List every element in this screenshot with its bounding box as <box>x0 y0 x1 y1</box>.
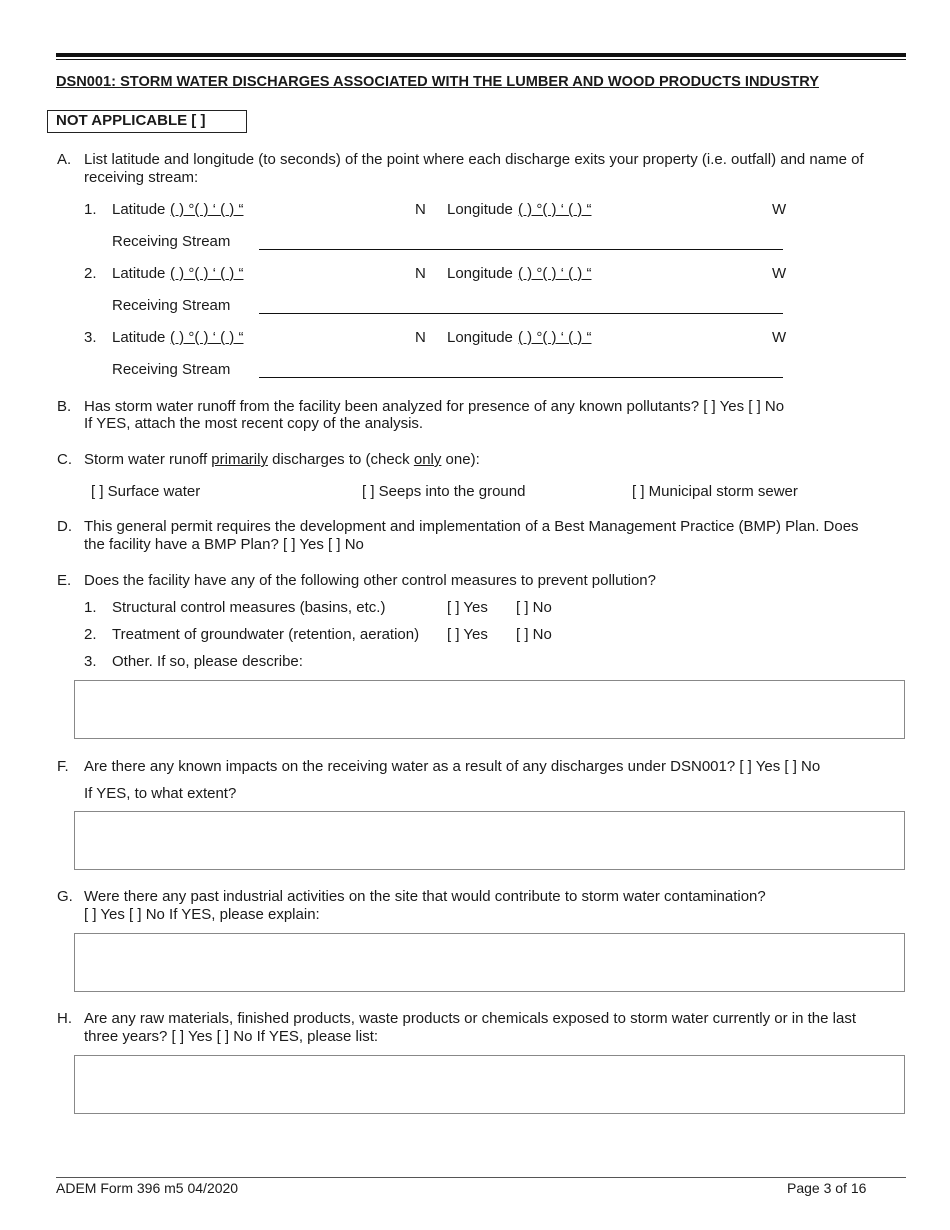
outfall-number: 1. <box>84 201 97 218</box>
item-e1-number: 1. <box>84 599 97 616</box>
item-e2-no[interactable]: [ ] No <box>516 626 552 643</box>
footer-rule <box>56 1177 906 1178</box>
item-e1-yes[interactable]: [ ] Yes <box>447 599 488 616</box>
top-rule <box>56 53 906 57</box>
item-e1-label: Structural control measures (basins, etc.) <box>112 599 386 616</box>
receiving-stream-label: Receiving Stream <box>112 361 231 378</box>
item-e3-label: Other. If so, please describe: <box>112 653 303 670</box>
not-applicable-checkbox[interactable]: NOT APPLICABLE [ ] <box>56 112 206 129</box>
item-d-question[interactable]: the facility have a BMP Plan? [ ] Yes [ ] No <box>84 536 364 553</box>
option-municipal-storm-sewer[interactable]: [ ] Municipal storm sewer <box>632 483 798 500</box>
receiving-stream-label: Receiving Stream <box>112 297 231 314</box>
longitude-label: Longitude <box>447 201 513 218</box>
item-b-question[interactable]: Has storm water runoff from the facility been analyzed for presence of any known pollutants? [ ] Yes [ ] No <box>84 398 785 415</box>
longitude-label: Longitude <box>447 329 513 346</box>
outfall-number: 3. <box>84 329 97 346</box>
item-h-answer[interactable]: three years? [ ] Yes [ ] No If YES, please list: <box>84 1028 379 1045</box>
item-g-explain-box[interactable] <box>74 933 905 992</box>
item-e-text: Does the facility have any of the following other control measures to prevent pollution? <box>84 572 656 589</box>
item-e2-yes[interactable]: [ ] Yes <box>447 626 488 643</box>
item-e-letter: E. <box>57 572 72 589</box>
item-e3-description-box[interactable] <box>74 680 905 739</box>
item-g-letter: G. <box>57 888 73 905</box>
item-a-text: List latitude and longitude (to seconds) of the point where each discharge exits your property (i.e. outfall) and name of receiving stream: <box>84 151 864 186</box>
latitude-field[interactable]: ( ) °( ) ‘ ( ) “ <box>170 329 244 346</box>
longitude-dir: W <box>772 329 787 346</box>
item-c-text <box>84 451 480 468</box>
receiving-stream-field[interactable] <box>259 377 783 378</box>
option-seeps-into-ground[interactable]: [ ] Seeps into the ground <box>362 483 526 500</box>
item-f-letter: F. <box>57 758 69 775</box>
item-f-extent-box[interactable] <box>74 811 905 870</box>
item-b-note: If YES, attach the most recent copy of the analysis. <box>84 415 424 432</box>
latitude-label: Latitude <box>112 201 166 218</box>
item-a-letter: A. <box>57 151 72 168</box>
receiving-stream-field[interactable] <box>259 313 783 314</box>
item-d-text: This general permit requires the development and implementation of a Best Management Practice (BMP) Plan. Does <box>84 518 859 535</box>
item-d-letter: D. <box>57 518 72 535</box>
latitude-label: Latitude <box>112 265 166 282</box>
item-e3-number: 3. <box>84 653 97 670</box>
item-c-letter: C. <box>57 451 72 468</box>
item-f-question[interactable]: Are there any known impacts on the receiving water as a result of any discharges under DSN001? [ ] Yes [ ] No <box>84 758 821 775</box>
receiving-stream-field[interactable] <box>259 249 783 250</box>
latitude-field[interactable]: ( ) °( ) ‘ ( ) “ <box>170 265 244 282</box>
item-c-text-part: Storm water runoff <box>84 451 212 468</box>
item-c-text-part: one): <box>441 451 480 468</box>
item-h-letter: H. <box>57 1010 72 1027</box>
receiving-stream-label: Receiving Stream <box>112 233 231 250</box>
item-g-answer[interactable]: [ ] Yes [ ] No If YES, please explain: <box>84 906 320 923</box>
item-e2-number: 2. <box>84 626 97 643</box>
longitude-field[interactable]: ( ) °( ) ‘ ( ) “ <box>518 201 592 218</box>
item-h-question: Are any raw materials, finished products, waste products or chemicals exposed to storm water currently or in the last <box>84 1010 856 1027</box>
item-e1-no[interactable]: [ ] No <box>516 599 552 616</box>
longitude-label: Longitude <box>447 265 513 282</box>
item-f-followup: If YES, to what extent? <box>84 785 237 802</box>
latitude-dir: N <box>415 201 426 218</box>
footer-form-id: ADEM Form 396 m5 04/2020 <box>56 1180 239 1196</box>
option-surface-water[interactable]: [ ] Surface water <box>91 483 201 500</box>
item-c-emphasis-only: only <box>413 451 442 468</box>
latitude-label: Latitude <box>112 329 166 346</box>
longitude-field[interactable]: ( ) °( ) ‘ ( ) “ <box>518 329 592 346</box>
section-title: DSN001: STORM WATER DISCHARGES ASSOCIATED WITH THE LUMBER AND WOOD PRODUCTS INDUSTRY <box>56 74 819 90</box>
longitude-field[interactable]: ( ) °( ) ‘ ( ) “ <box>518 265 592 282</box>
item-h-list-box[interactable] <box>74 1055 905 1114</box>
outfall-number: 2. <box>84 265 97 282</box>
item-g-question: Were there any past industrial activities on the site that would contribute to storm water contamination? <box>84 888 766 905</box>
footer-page-number: Page 3 of 16 <box>787 1180 867 1196</box>
top-rule-thin <box>56 59 906 60</box>
item-e2-label: Treatment of groundwater (retention, aeration) <box>112 626 420 643</box>
latitude-field[interactable]: ( ) °( ) ‘ ( ) “ <box>170 201 244 218</box>
longitude-dir: W <box>772 201 787 218</box>
item-c-text-part: discharges to (check <box>267 451 414 468</box>
longitude-dir: W <box>772 265 787 282</box>
latitude-dir: N <box>415 329 426 346</box>
latitude-dir: N <box>415 265 426 282</box>
item-b-letter: B. <box>57 398 72 415</box>
item-c-emphasis-primarily: primarily <box>211 451 268 468</box>
